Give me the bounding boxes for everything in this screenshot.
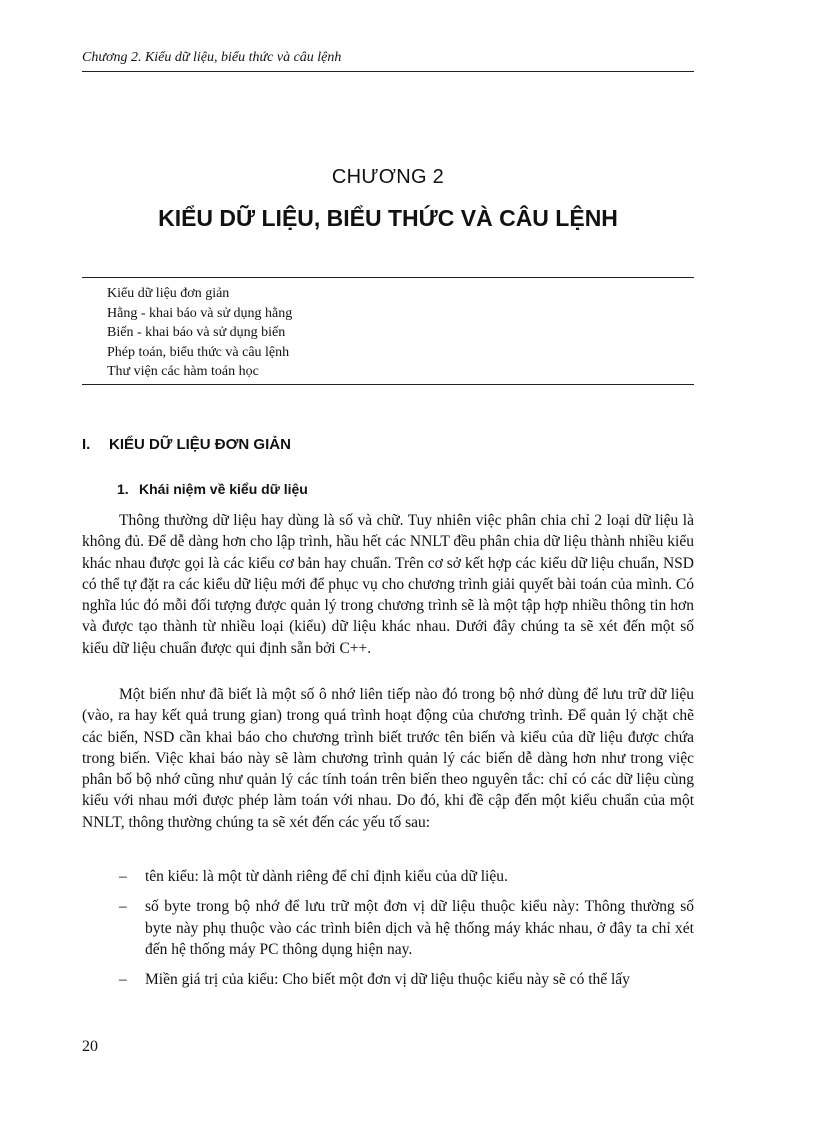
- list-item: [82, 866, 694, 887]
- header-rule: [82, 71, 694, 72]
- running-header: Chương 2. Kiểu dữ liệu, biểu thức và câu lệnh: [82, 50, 342, 65]
- subsection-number: 1.: [117, 481, 129, 497]
- toc-item: Biến - khai báo và sử dụng biến: [107, 325, 286, 340]
- body-paragraph: Thông thường dữ liệu hay dùng là số và chữ. Tuy nhiên việc phân chia chỉ 2 loại dữ liệu là không đủ. Để dễ dàng hơn cho lập trình, hầu hết các NNLT đều phân chia dữ liệu thành nhiều kiểu khác nhau được gọi là các kiểu cơ bản hay chuẩn. Trên cơ sở kết hợp các kiểu dữ liệu chuẩn, NSD có thể tự đặt ra các kiểu dữ liệu mới để phục vụ cho chương trình giải quyết bài toán của mình. Có nghĩa lúc đó mỗi đối tượng được quản lý trong chương trình sẽ là một tập hợp nhiều thông tin hơn và được tạo thành từ nhiều loại (kiểu) dữ liệu khác nhau. Dưới đây chúng ta sẽ xét đến một số kiểu dữ liệu chuẩn được qui định sẵn bởi C++.: [82, 512, 694, 657]
- list-item-text: số byte trong bộ nhớ để lưu trữ một đơn vị dữ liệu thuộc kiểu này: Thông thường số byte này phụ thuộc vào các trình biên dịch và hệ thống máy khác nhau, ở đây ta chỉ xét đến hệ thống máy PC thông dụng hiện nay.: [145, 898, 694, 958]
- page-number: 20: [82, 1038, 98, 1055]
- section-title: KIỂU DỮ LIỆU ĐƠN GIẢN: [109, 436, 291, 453]
- body-paragraph: Một biến như đã biết là một số ô nhớ liên tiếp nào đó trong bộ nhớ dùng để lưu trữ dữ liệu (vào, ra hay kết quả trung gian) trong quá trình hoạt động của chương trình. Để quản lý chặt chẽ các biến, NSD cần khai báo cho chương trình biết trước tên biến và kiểu của dữ liệu được chứa trong biến. Việc khai báo này sẽ làm chương trình quản lý các biến dễ dàng hơn như trong việc phân bố bộ nhớ cũng như quản lý các tính toán trên biến theo nguyên tắc: chỉ có các dữ liệu cùng kiểu với nhau mới được phép làm toán với nhau. Do đó, khi đề cập đến một kiểu chuẩn của một NNLT, thông thường chúng ta sẽ xét đến các yếu tố sau:: [82, 686, 694, 831]
- subsection-title: Khái niệm về kiểu dữ liệu: [139, 481, 308, 497]
- dash-marker: –: [119, 971, 127, 989]
- subsection-heading: [117, 481, 308, 497]
- factor-list: [82, 866, 694, 999]
- toc-item: Phép toán, biểu thức và câu lệnh: [107, 344, 290, 360]
- section-heading: [82, 436, 291, 453]
- chapter-title: KIỂU DỮ LIỆU, BIỂU THỨC VÀ CÂU LỆNH: [158, 205, 618, 231]
- list-item: [82, 969, 694, 990]
- list-item-text: Miền giá trị của kiểu: Cho biết một đơn vị dữ liệu thuộc kiểu này sẽ có thể lấy: [145, 971, 630, 989]
- dash-marker: –: [119, 898, 127, 916]
- chapter-label: CHƯƠNG 2: [331, 166, 445, 188]
- toc-item: Hằng - khai báo và sử dụng hằng: [107, 305, 293, 321]
- list-item-text: tên kiểu: là một từ dành riêng để chỉ định kiểu của dữ liệu.: [145, 868, 508, 885]
- list-item: [82, 896, 694, 960]
- toc-top-rule: [82, 277, 694, 278]
- chapter-contents-list: [107, 284, 292, 382]
- toc-item: Thư viện các hàm toán học: [107, 364, 259, 379]
- dash-marker: –: [119, 868, 127, 885]
- toc-bottom-rule: [82, 384, 694, 385]
- toc-item: Kiểu dữ liệu đơn giản: [107, 286, 230, 301]
- section-number: I.: [82, 436, 91, 453]
